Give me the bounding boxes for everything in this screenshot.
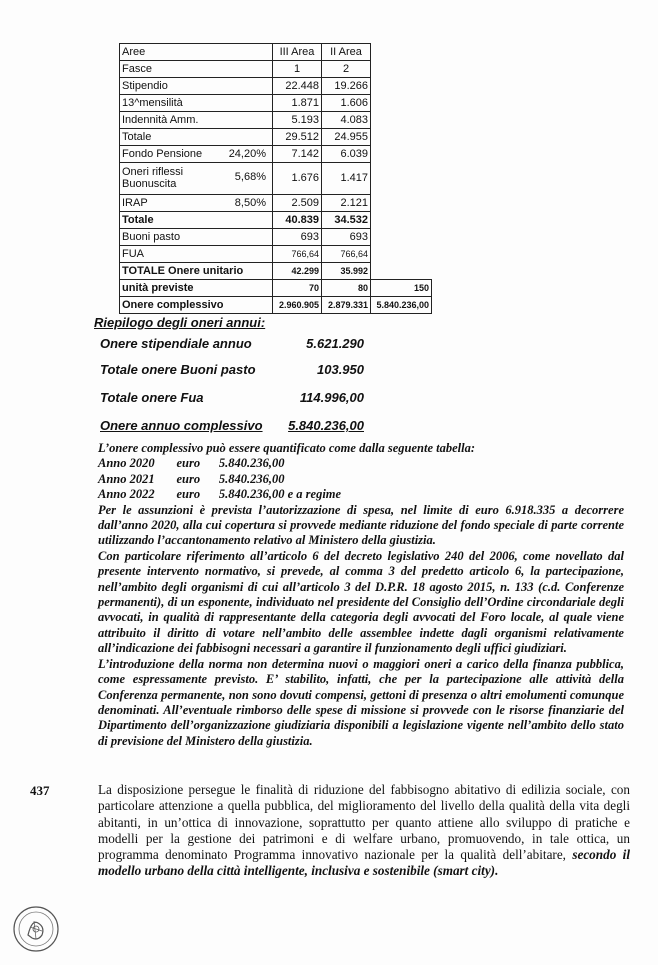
- year-line: Anno 2022 euro 5.840.236,00 e a regime: [98, 487, 342, 502]
- cell-value: 2.121: [322, 195, 371, 212]
- table-row: [120, 195, 432, 212]
- cell-value: 70: [273, 280, 322, 297]
- table-row: [120, 129, 432, 146]
- column-header: II Area: [322, 44, 371, 61]
- cell-value: 35.992: [322, 263, 371, 280]
- article-number: 437: [30, 783, 50, 798]
- row-label: [120, 195, 273, 212]
- cell-value: 1.417: [322, 163, 371, 195]
- row-label: Onere complessivo: [120, 297, 273, 314]
- row-label: Aree: [120, 44, 273, 61]
- row-label: [120, 163, 273, 195]
- cell-value: 5.193: [273, 112, 322, 129]
- year-line: Anno 2020 euro 5.840.236,00: [98, 456, 285, 471]
- summary-row: [94, 336, 374, 362]
- summary-row-total: [94, 418, 374, 438]
- percentage: 5,68%: [234, 171, 266, 183]
- row-label-text: Fondo Pensione: [122, 147, 203, 160]
- explanatory-text: [98, 441, 624, 749]
- cell-value: 29.512: [273, 129, 322, 146]
- row-label: Totale: [120, 212, 273, 229]
- cell-value: 2.879.331: [322, 297, 371, 314]
- cell-value: 1.606: [322, 95, 371, 112]
- cell-value: 693: [273, 229, 322, 246]
- row-label: TOTALE Onere unitario: [120, 263, 273, 280]
- cell-value: 5.840.236,00: [371, 297, 432, 314]
- summary-value: 103.950: [317, 362, 364, 377]
- row-label: Stipendio: [120, 78, 273, 95]
- summary-heading: Riepilogo degli oneri annui:: [94, 315, 266, 330]
- cell-value: 42.299: [273, 263, 322, 280]
- official-seal-stamp: [12, 905, 60, 953]
- table-row: [120, 163, 432, 195]
- cell-value: 1.871: [273, 95, 322, 112]
- paragraph: L’introduzione della norma non determina nuovi o maggiori oneri a carico della finanza pubblica, come espressamente previsto. E’ stabilito, infatti, che per la partecipazione alle attività della Conferenza permanente, non sono dovuti compensi, gettoni di presenza o altri emolumenti comunque denominati. All’eventuale rimborso delle spese di missione si provvede con le risorse finanziarie del Dipartimento dell’organizzazione giudiziaria disponibili a legislazione vigente nell’ambito dello stato di previsione del Ministero della giustizia.: [98, 656, 624, 748]
- column-header: III Area: [273, 44, 322, 61]
- table-row: [120, 280, 432, 297]
- row-label: Totale: [120, 129, 273, 146]
- cell-value: 2.509: [273, 195, 322, 212]
- summary-label: Onere annuo complessivo: [100, 418, 263, 433]
- row-label: Indennità Amm.: [120, 112, 273, 129]
- table-row: [120, 246, 432, 263]
- row-label-text: Buonuscita: [122, 178, 177, 190]
- cell-value: 693: [322, 229, 371, 246]
- cell-value: 24.955: [322, 129, 371, 146]
- annual-costs-summary: [94, 315, 374, 438]
- row-label-text: Oneri riflessi: [122, 166, 184, 178]
- summary-row: [94, 362, 374, 390]
- percentage: 24,20%: [228, 147, 266, 160]
- percentage: 8,50%: [234, 196, 266, 209]
- cell-value: 1.676: [273, 163, 322, 195]
- cell-value: 19.266: [322, 78, 371, 95]
- table-row: [120, 112, 432, 129]
- table-row: [120, 78, 432, 95]
- row-label: Buoni pasto: [120, 229, 273, 246]
- cell-value: 34.532: [322, 212, 371, 229]
- summary-label: Totale onere Buoni pasto: [100, 362, 256, 377]
- yearly-costs: [98, 456, 624, 502]
- cell-value: 2: [322, 61, 371, 78]
- cell-value: 150: [371, 280, 432, 297]
- row-label: Fasce: [120, 61, 273, 78]
- summary-row: [94, 390, 374, 418]
- row-label: unità previste: [120, 280, 273, 297]
- cell-value: 40.839: [273, 212, 322, 229]
- summary-value: 5.621.290: [306, 336, 364, 351]
- table-row: [120, 146, 432, 163]
- cell-value: 80: [322, 280, 371, 297]
- cell-value: 766,64: [322, 246, 371, 263]
- cell-value: 766,64: [273, 246, 322, 263]
- cell-value: 2.960.905: [273, 297, 322, 314]
- table-row: [120, 95, 432, 112]
- cell-value: 6.039: [322, 146, 371, 163]
- cell-value: 7.142: [273, 146, 322, 163]
- table-row: [120, 61, 432, 78]
- cell-value: 4.083: [322, 112, 371, 129]
- article-text-plain: La disposizione persegue le finalità di riduzione del fabbisogno abitativo di edilizia sociale, con particolare attenzione a quella pubblica, del miglioramento del livello della qualità della vita degli abitanti, in un’ottica di innovazione, soprattutto per quanto attiene allo sviluppo di pratiche e modelli per la gestione dei patrimoni e di welfare urbano, promuovendo, in tale ottica, un programma denominato Programma innovativo nazionale per la qualità dell’abitare,: [98, 782, 630, 863]
- summary-label: Onere stipendiale annuo: [100, 336, 252, 351]
- row-label: [120, 146, 273, 163]
- table-row: [120, 212, 432, 229]
- cell-value: 22.448: [273, 78, 322, 95]
- article-text: [98, 782, 630, 880]
- cost-table: [119, 43, 432, 314]
- article-text-italic: secondo il modello urbano della città intelligente, inclusiva e sostenibile (smart city).: [98, 847, 630, 879]
- table-row: [120, 229, 432, 246]
- year-line: Anno 2021 euro 5.840.236,00: [98, 471, 285, 486]
- row-label-text: IRAP: [122, 196, 148, 209]
- table-row: [120, 297, 432, 314]
- table-row: [120, 44, 432, 61]
- row-label: FUA: [120, 246, 273, 263]
- summary-value: 5.840.236,00: [288, 418, 364, 433]
- paragraph: Per le assunzioni è prevista l’autorizzazione di spesa, nel limite di euro 6.918.335 a decorrere dall’anno 2020, alla cui copertura si provvede mediante riduzione del fondo speciale di parte corrente utilizzando l’accantonamento relativo al Ministero della giustizia.: [98, 502, 624, 548]
- cell-value: 1: [273, 61, 322, 78]
- table-row: [120, 263, 432, 280]
- summary-label: Totale onere Fua: [100, 390, 204, 405]
- summary-value: 114.996,00: [299, 390, 364, 405]
- paragraph: Con particolare riferimento all’articolo 6 del decreto legislativo 240 del 2006, come novellato dal presente intervento normativo, si prevede, al comma 3 del predetto articolo 6, la partecipazione, nell’ambito degli organismi di cui all’articolo 3 del D.P.R. 18 agosto 2015, n. 133 (c.d. Conferenze permanenti), di un esponente, individuato nel presidente del Consiglio dell’Ordine circondariale degli avvocati, in qualità di rappresentante della categoria degli avvocati del Foro locale, al quale viene attribuito il diritto di votare nell’ambito delle assemblee indette dagli organismi relativamente all’indicazione dei fabbisogni necessari a garantire il funzionamento degli uffici giudiziari.: [98, 548, 624, 656]
- intro-line: L’onere complessivo può essere quantificato come dalla seguente tabella:: [98, 441, 476, 455]
- row-label: 13^mensilità: [120, 95, 273, 112]
